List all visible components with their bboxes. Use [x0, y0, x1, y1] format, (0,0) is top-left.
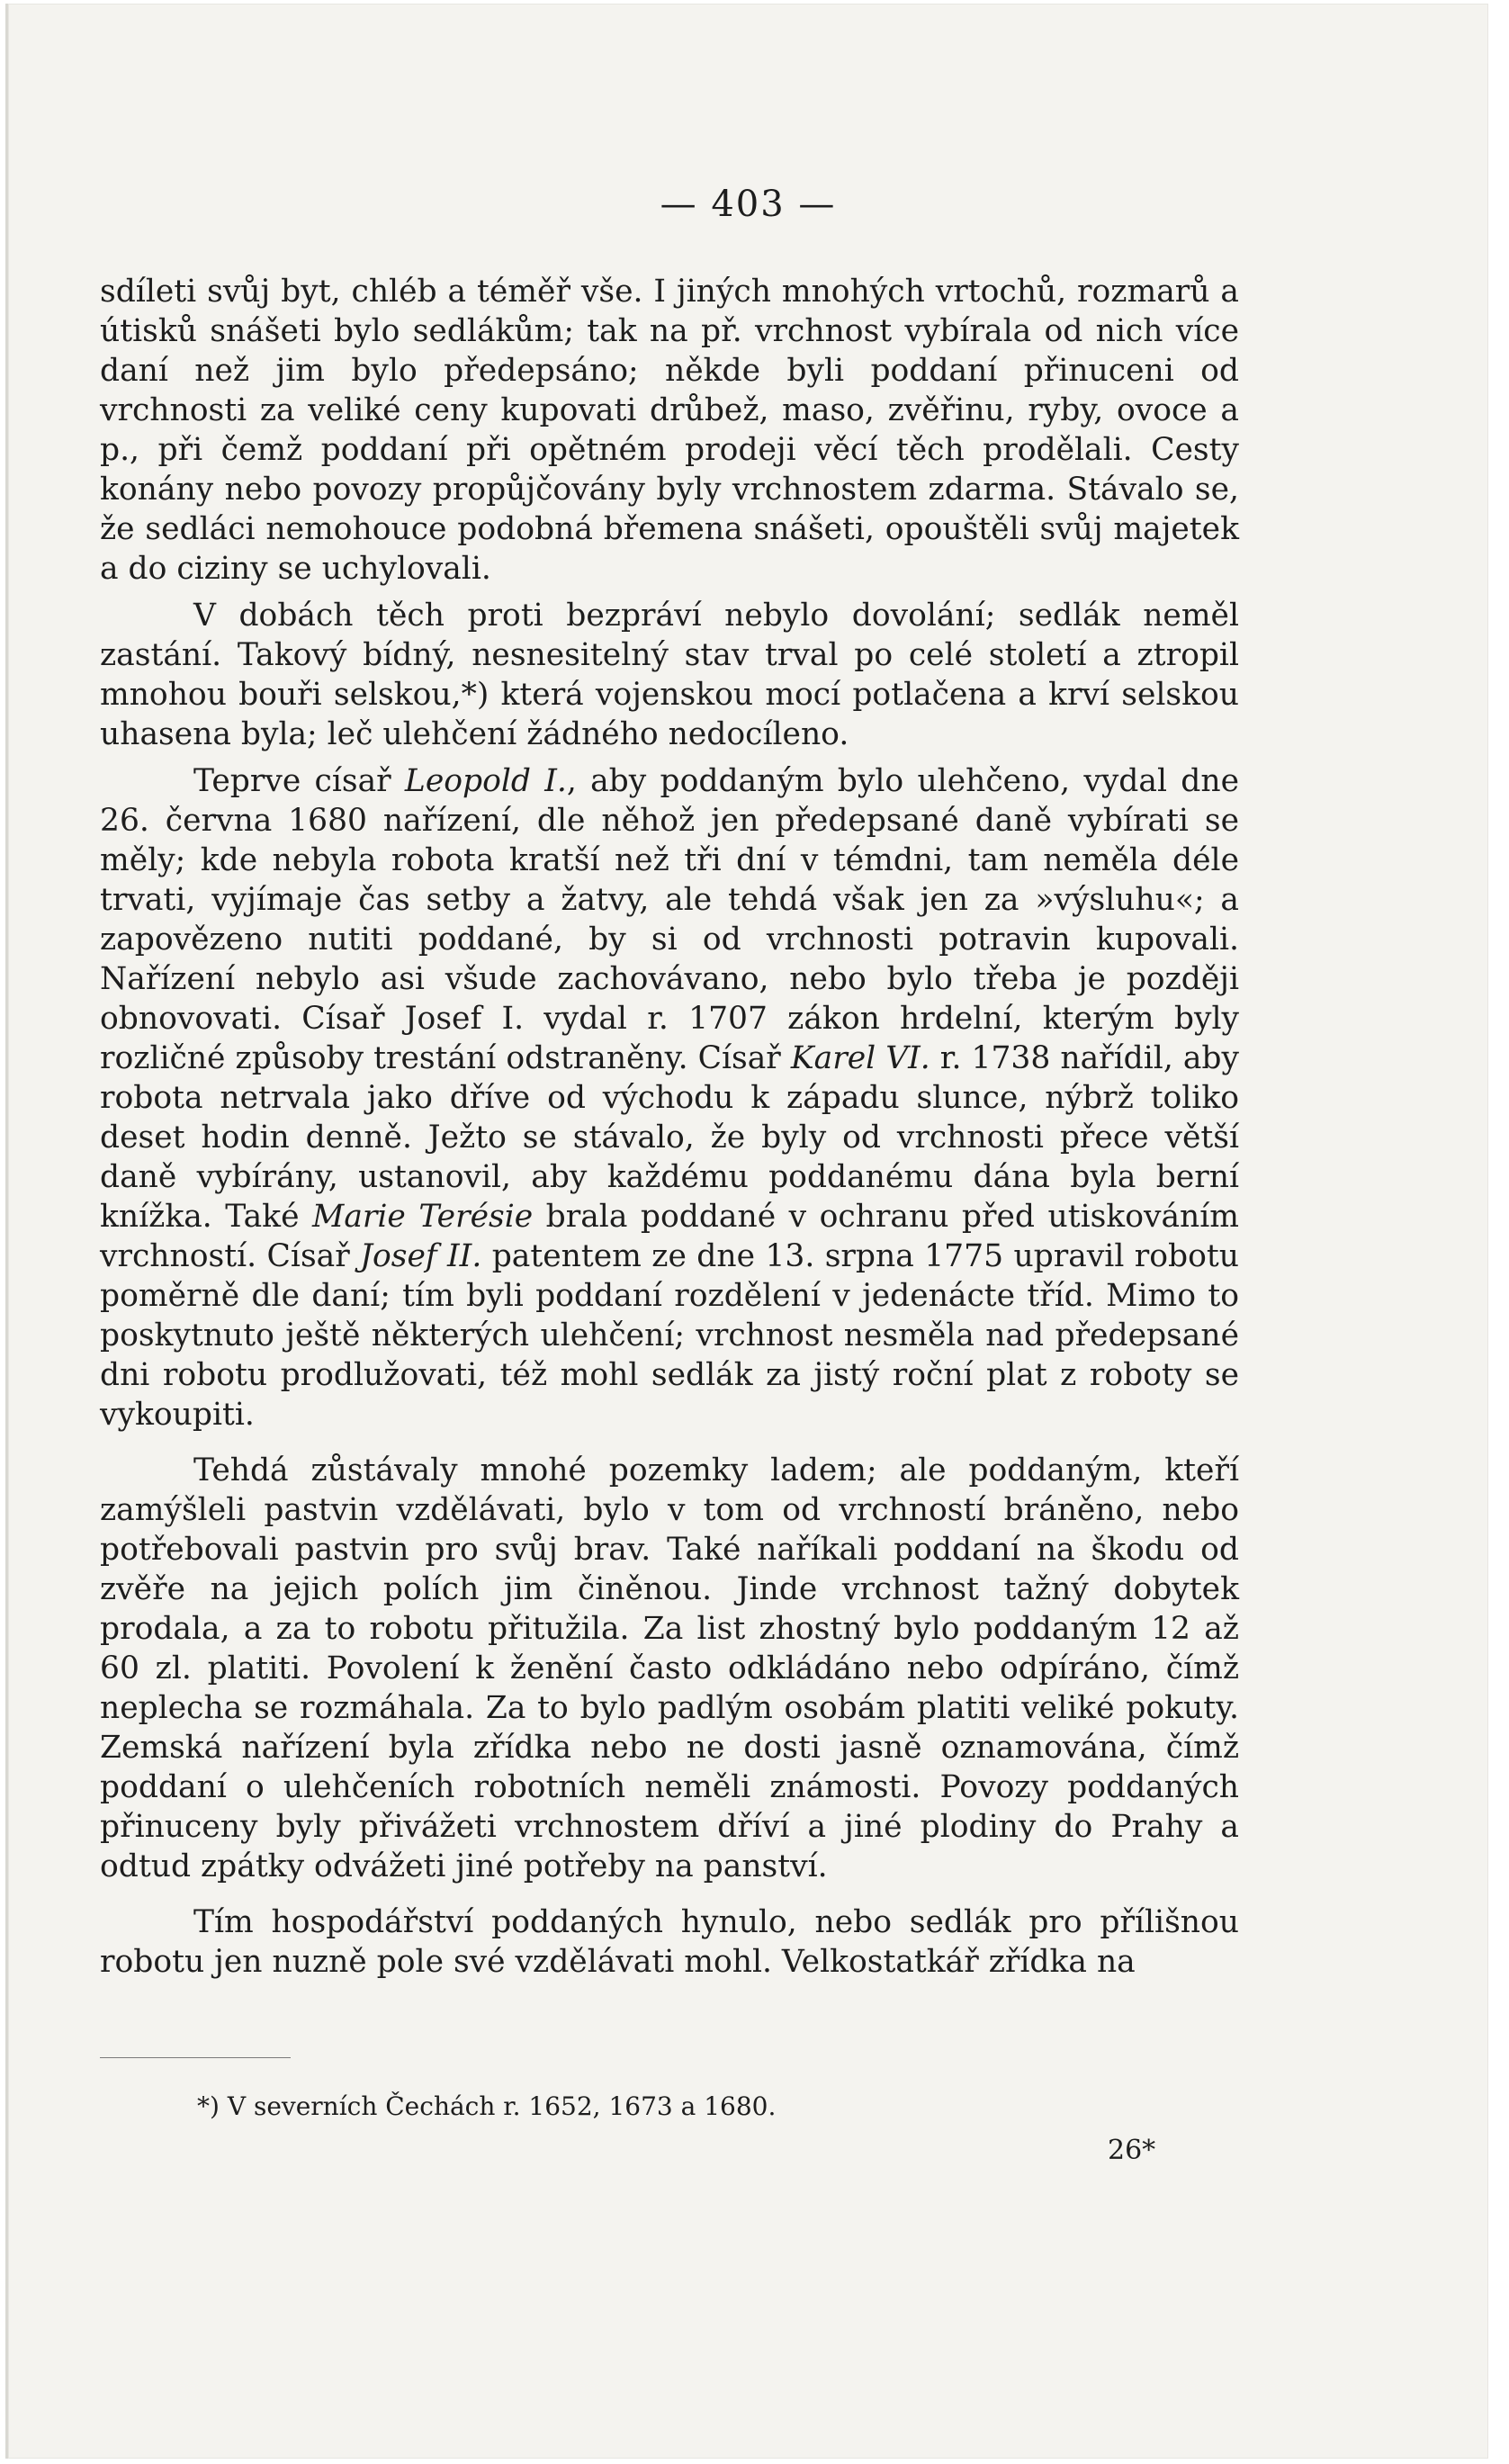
text-run: Tím hospodářství poddaných hynulo, nebo sedlák pro přílišnou robotu jen nuzně pole své vzdělávati mohl. Velkostatkář zřídka na [100, 1904, 1239, 1980]
text-run: Teprve císař [193, 763, 405, 799]
paragraph [100, 761, 1239, 1434]
text-run: , aby poddaným bylo ulehčeno, vydal dne 26. června 1680 nařízení, dle něhož jen předepsané daně vybírati se měly; kde nebyla robota kratší než tři dní v témdni, tam neměla déle trvati, vyjímaje čas setby a žatvy, ale tehdá však jen za »výsluhu«; a zapovězeno nutiti poddané, by si od vrchnosti potravin kupovali. Nařízení nebylo asi všude zachovávano, nebo bylo třeba je později obnovovati. Císař Josef I. vydal r. 1707 zákon hrdelní, kterým byly rozličné způsoby trestání odstraněny. Císař [100, 763, 1239, 1076]
text-run: sdíleti svůj byt, chléb a téměř vše. I jiných mnohých vrtochů, rozmarů a útisků snášeti bylo sedlákům; tak na př. vrchnost vybírala od nich více daní než jim bylo předepsáno; někde byli poddaní přinuceni od vrchnosti za veliké ceny kupovati drůbež, maso, zvěřinu, ryby, ovoce a p., při čemž poddaní při opětném prodeji věcí těch prodělali. Cesty konány nebo povozy propůjčovány byly vrchnostem zdarma. Stávalo se, že sedláci nemohouce podobná břemena snášeti, opouštěli svůj majetek a do ciziny se uchylovali. [100, 274, 1239, 587]
italic-name: Marie Terésie [312, 1199, 534, 1235]
footnote: *) V severních Čechách r. 1652, 1673 a 1680. [197, 2091, 777, 2121]
paragraph [100, 1902, 1239, 1982]
paragraph [100, 1451, 1239, 1886]
text-run: patentem ze dne 13. srpna 1775 upravil robotu poměrně dle daní; tím byli poddaní rozdělení v jedenácte tříd. Mimo to poskytnuto ještě některých ulehčení; vrchnost nesměla nad předepsané dni robotu prodlužovati, též mohl sedlák za jistý roční plat z roboty se vykoupiti. [100, 1238, 1239, 1433]
italic-name: Karel VI. [790, 1040, 930, 1076]
paragraph [100, 272, 1239, 589]
text-run: brala poddané v ochranu před utiskováním vrchností. Císař [100, 1199, 1240, 1274]
text-run: V dobách těch proti bezpráví nebylo dovolání; sedlák neměl zastání. Takový bídný, nesnesitelný stav trval po celé století a ztropil mnohou bouři selskou,*) která vojenskou mocí potlačena a krví selskou uhasena byla; leč ulehčení žádného nedocíleno. [100, 598, 1239, 752]
italic-name: Josef II. [360, 1238, 482, 1274]
body-text [100, 272, 1239, 1982]
signature-mark: 26* [1108, 2135, 1156, 2166]
book-page [5, 4, 1488, 2459]
italic-name: Leopold I. [404, 763, 567, 799]
footnote-divider [100, 2057, 291, 2058]
paragraph [100, 596, 1239, 754]
text-run: Tehdá zůstávaly mnohé pozemky ladem; ale poddaným, kteří zamýšleli pastvin vzdělávati, bylo v tom od vrchností bráněno, nebo potřebovali pastvin pro svůj brav. Také naříkali poddaní na škodu od zvěře na jejich polích jim činěnou. Jinde vrchnost tažný dobytek prodala, a za to robotu přitužila. Za list zhostný bylo poddaným 12 až 60 zl. platiti. Povolení k ženění často odkládáno nebo odpíráno, čímž neplecha se rozmáhala. Za to bylo padlým osobám platiti veliké pokuty. Zemská nařízení byla zřídka nebo ne dosti jasně oznamována, čímž poddaní o ulehčeních robotních neměli známosti. Povozy poddaných přinuceny byly přivážeti vrchnostem dříví a jiné plodiny do Prahy a odtud zpátky odvážeti jiné potřeby na panství. [100, 1452, 1239, 1884]
text-run: r. 1738 nařídil, aby robota netrvala jako dříve od východu k západu slunce, nýbrž toliko deset hodin denně. Ježto se stávalo, že byly od vrchnosti přece větší daně vybírány, ustanovil, aby každému poddanému dána byla berní knížka. Také [100, 1040, 1239, 1235]
page-number: — 403 — [660, 184, 837, 225]
